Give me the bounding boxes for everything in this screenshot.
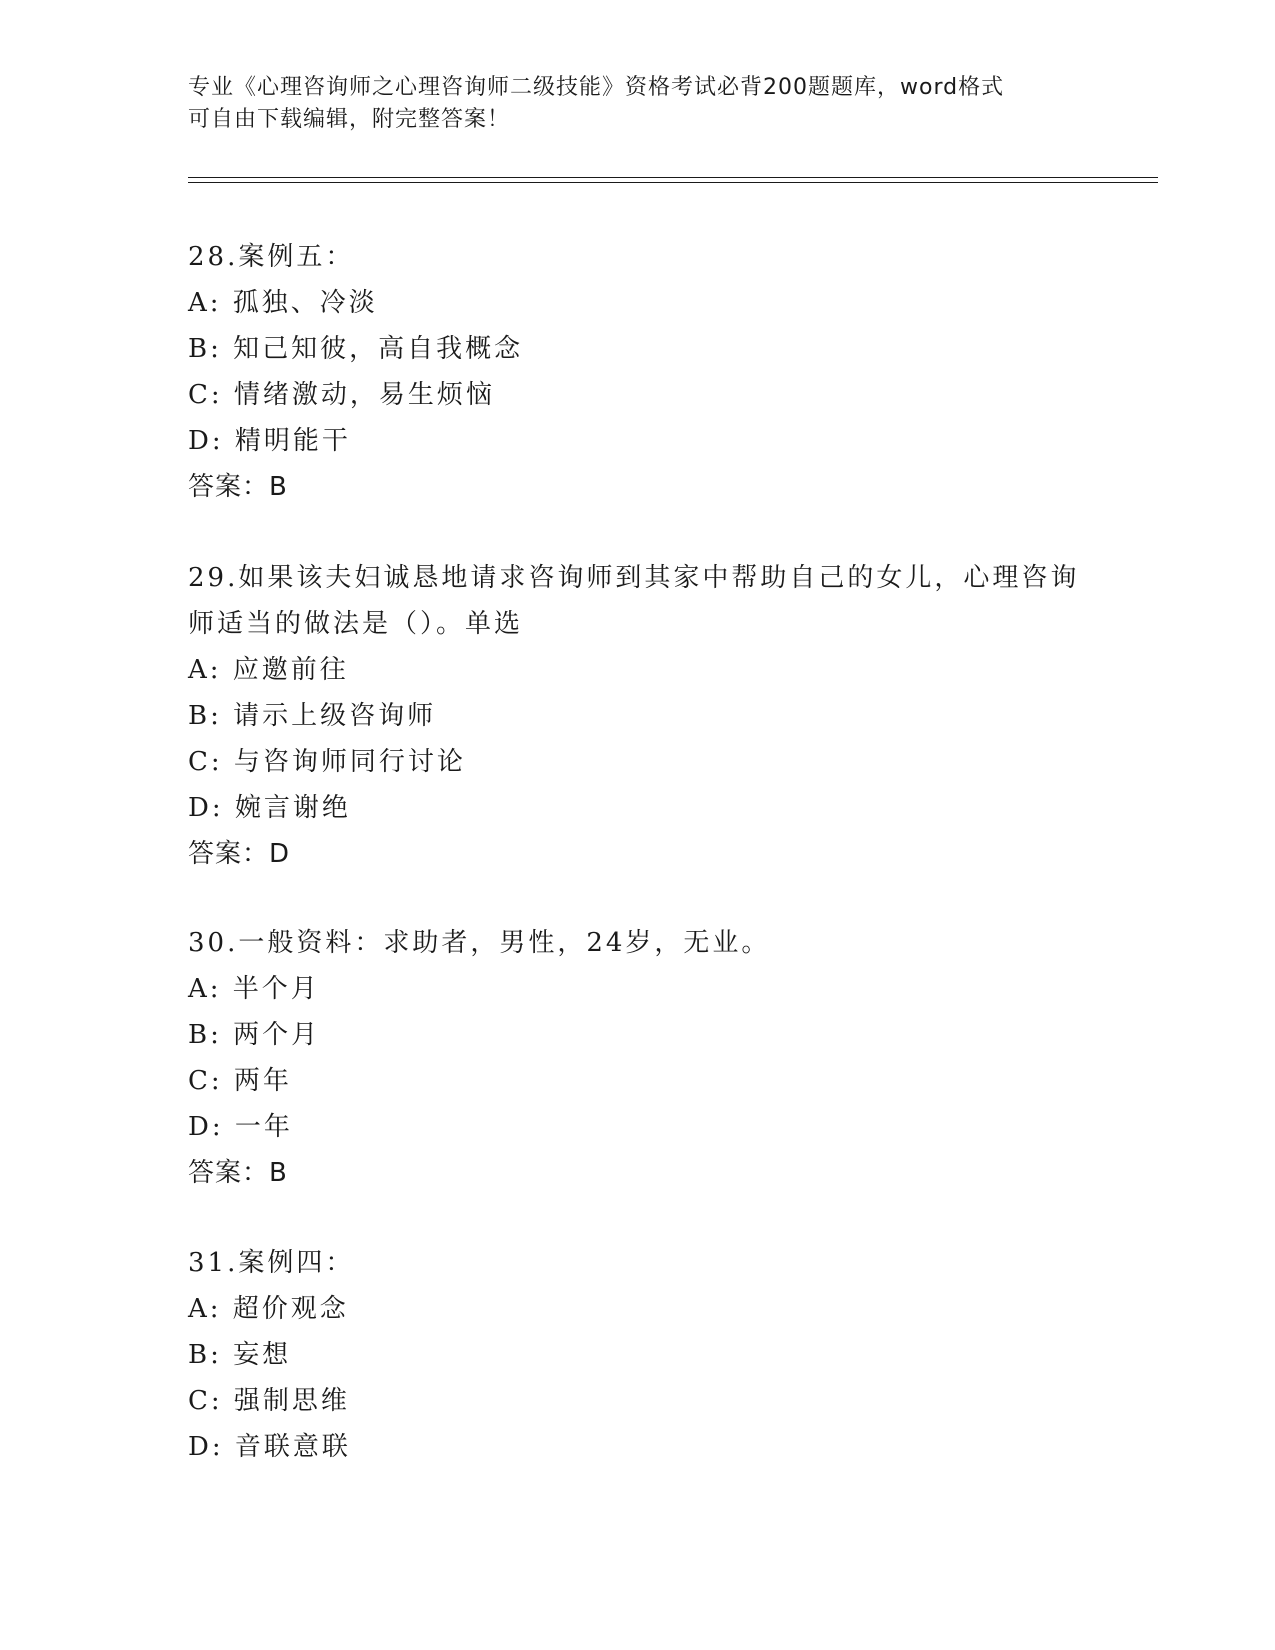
- header-rule-top: [188, 177, 1158, 178]
- option-b: B: 请示上级咨询师: [188, 701, 437, 731]
- option-a: A: 孤独、冷淡: [188, 288, 378, 318]
- question-stem: 28.案例五：: [188, 242, 355, 272]
- question-31: [188, 1240, 1088, 1470]
- option-c: C: 与咨询师同行讨论: [188, 747, 466, 777]
- option-a: A: 超价观念: [188, 1294, 349, 1324]
- question-29: [188, 555, 1088, 877]
- header-line-2: 可自由下载编辑，附完整答案！: [188, 107, 511, 132]
- option-d: D: 精明能干: [188, 426, 351, 456]
- question-28: [188, 234, 1088, 510]
- header-line-1: 专业《心理咨询师之心理咨询师二级技能》资格考试必背200题题库，word格式: [188, 75, 1005, 100]
- option-d: D: 一年: [188, 1112, 293, 1142]
- option-b: B: 妄想: [188, 1340, 292, 1370]
- option-d: D: 音联意联: [188, 1432, 351, 1462]
- option-c: C: 情绪激动，易生烦恼: [188, 380, 495, 410]
- question-stem: 30.一般资料：求助者，男性，24岁，无业。: [188, 928, 771, 958]
- option-d: D: 婉言谢绝: [188, 793, 351, 823]
- option-b: B: 知己知彼，高自我概念: [188, 334, 524, 364]
- option-a: A: 应邀前往: [188, 655, 349, 685]
- option-a: A: 半个月: [188, 974, 320, 1004]
- document-header: [188, 72, 1088, 136]
- question-30: [188, 920, 1088, 1196]
- question-stem: 31.案例四：: [188, 1248, 355, 1278]
- option-c: C: 两年: [188, 1066, 292, 1096]
- header-rule-bottom: [188, 182, 1158, 183]
- question-stem: 29.如果该夫妇诚恳地请求咨询师到其家中帮助自己的女儿，心理咨询师适当的做法是（）。单选: [188, 563, 1080, 639]
- answer: 答案：D: [188, 839, 291, 869]
- option-b: B: 两个月: [188, 1020, 321, 1050]
- answer: 答案：B: [188, 472, 288, 502]
- option-c: C: 强制思维: [188, 1386, 350, 1416]
- answer: 答案：B: [188, 1158, 288, 1188]
